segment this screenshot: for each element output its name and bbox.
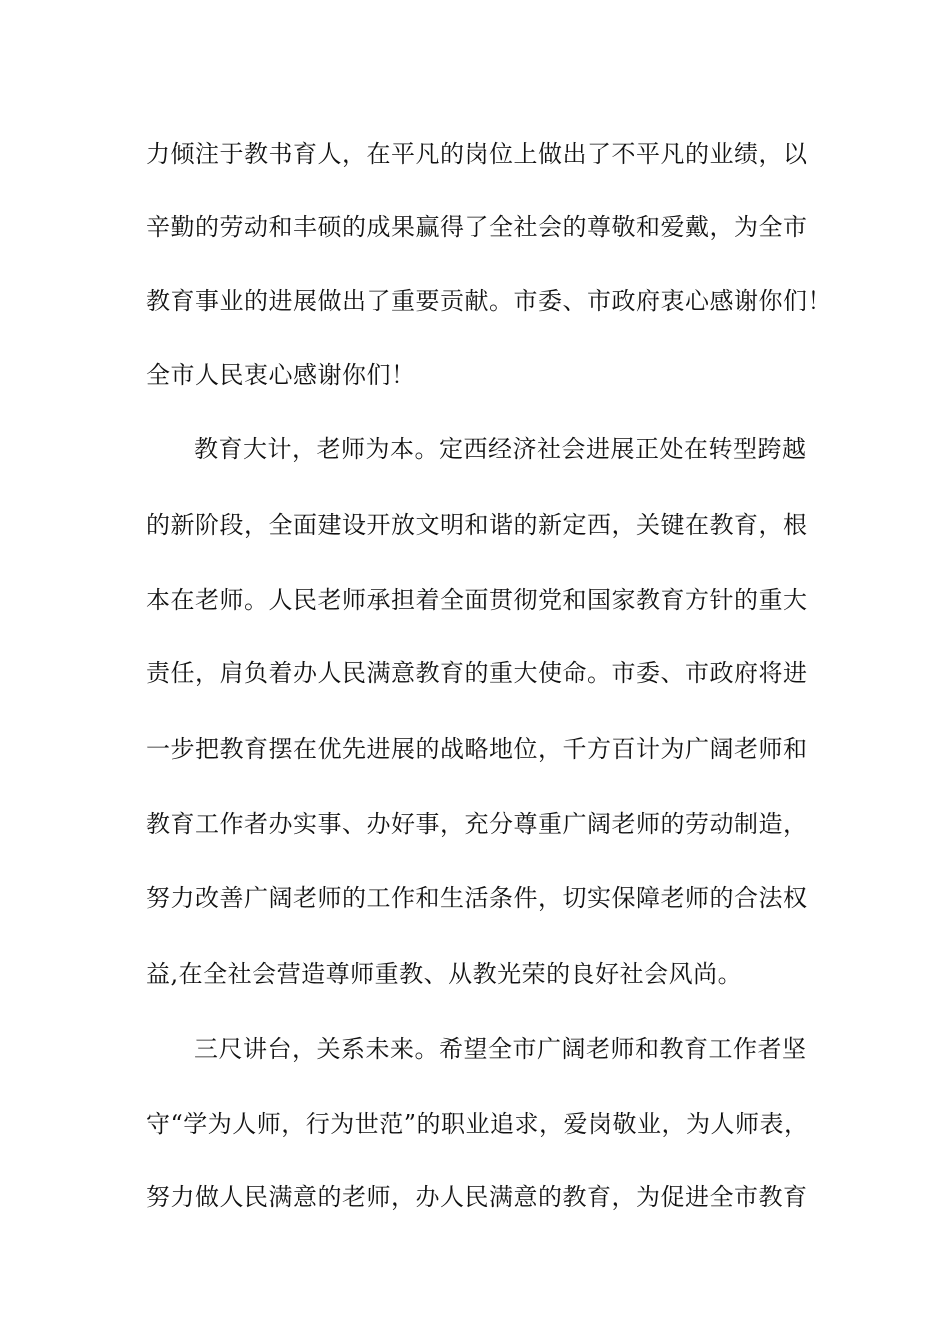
text-line: 一步把教育摆在优先进展的战略地位，千方百计为广阔老师和	[146, 735, 808, 763]
text-line: 的新阶段，全面建设开放文明和谐的新定西，关键在教育，根	[146, 511, 808, 539]
text-line: 教育工作者办实事、办好事，充分尊重广阔老师的劳动制造，	[146, 810, 808, 838]
paragraph-first-line: 三尺讲台，关系未来。希望全市广阔老师和教育工作者坚	[194, 1035, 807, 1063]
text-line: 教育事业的进展做出了重要贡献。市委、市政府衷心感谢你们！	[146, 287, 832, 315]
text-line: 本在老师。人民老师承担着全面贯彻党和国家教育方针的重大	[146, 586, 808, 614]
text-line: 力倾注于教书育人，在平凡的岗位上做出了不平凡的业绩，以	[146, 140, 808, 168]
text-line: 守“学为人师，行为世范”的职业追求，爱岗敬业，为人师表，	[146, 1110, 809, 1138]
paragraph-first-line: 教育大计，老师为本。定西经济社会进展正处在转型跨越	[194, 435, 807, 463]
text-line: 全市人民衷心感谢你们！	[146, 361, 416, 389]
text-line: 责任，肩负着办人民满意教育的重大使命。市委、市政府将进	[146, 659, 808, 687]
text-line: 努力做人民满意的老师，办人民满意的教育，为促进全市教育	[146, 1183, 808, 1211]
text-line: 辛勤的劳动和丰硕的成果赢得了全社会的尊敬和爱戴，为全市	[146, 213, 808, 241]
text-line: 努力改善广阔老师的工作和生活条件，切实保障老师的合法权	[146, 884, 808, 912]
text-line: 益,在全社会营造尊师重教、从教光荣的良好社会风尚。	[146, 960, 743, 988]
